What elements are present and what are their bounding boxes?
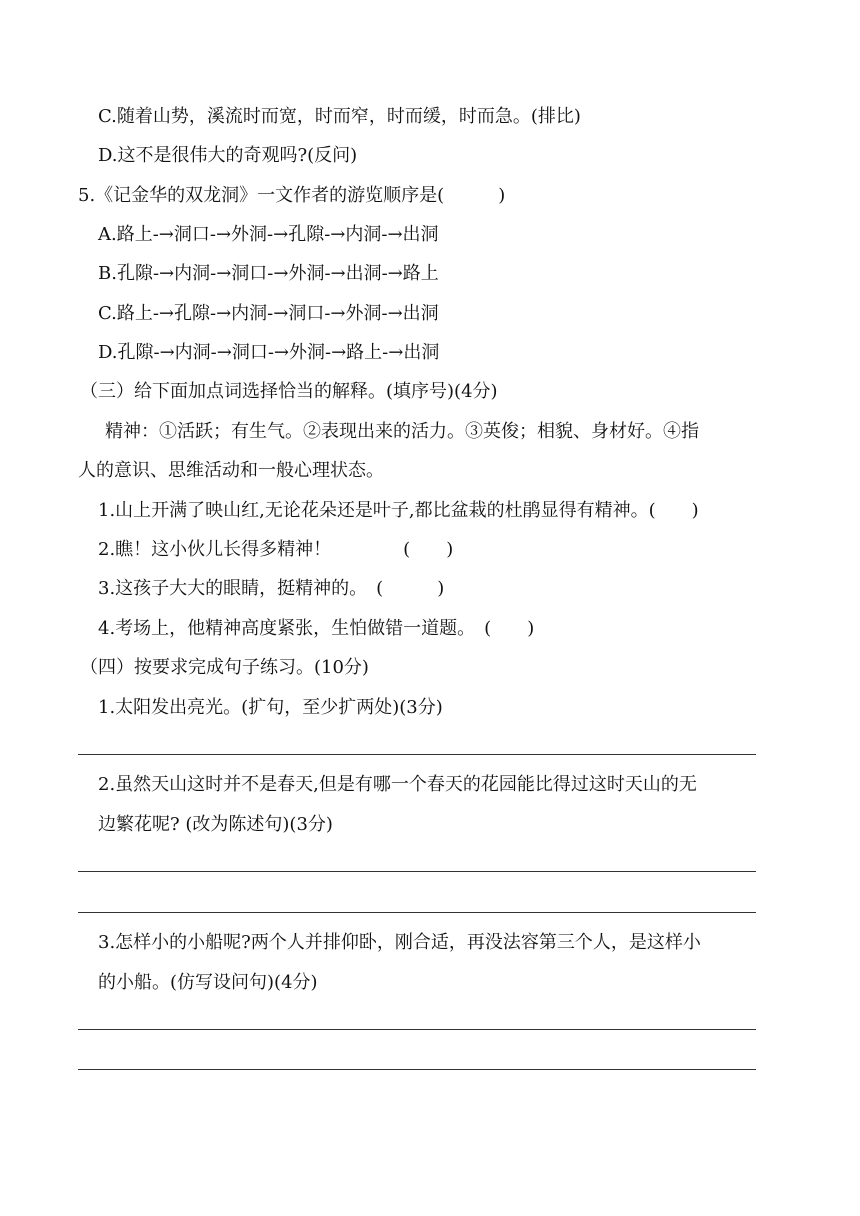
q5-stem: 5.《记金华的双龙洞》一文作者的游览顺序是( ): [78, 185, 506, 206]
answer-line-q3-b[interactable]: [78, 1069, 756, 1070]
q5-option-c: C.路上-→孔隙-→内洞-→洞口-→外洞-→出洞: [98, 303, 439, 324]
s4-q3-line2: 的小船。(仿写设问句)(4分): [98, 972, 318, 993]
answer-line-q2-b[interactable]: [78, 912, 756, 913]
s3-item-4: 4.考场上，他精神高度紧张，生怕做错一道题。 ( ): [98, 618, 535, 639]
s3-item-3: 3.这孩子大大的眼睛，挺精神的。 ( ): [98, 578, 445, 599]
q4-option-c: C.随着山势，溪流时而宽，时而窄，时而缓，时而急。(排比): [98, 106, 581, 127]
answer-line-q3-a[interactable]: [78, 1029, 756, 1030]
s3-item-1: 1.山上开满了映山红,无论花朵还是叶子,都比盆栽的杜鹃显得有精神。( ): [98, 500, 699, 521]
definition-line-2: 人的意识、思维活动和一般心理状态。: [78, 460, 384, 481]
section4-heading: （四）按要求完成句子练习。(10分): [80, 657, 369, 678]
q4-option-d: D.这不是很伟大的奇观吗?(反问): [98, 145, 358, 166]
answer-line-q2-a[interactable]: [78, 871, 756, 872]
q5-option-d: D.孔隙-→内洞-→洞口-→外洞-→路上-→出洞: [98, 342, 440, 363]
s3-item-2: 2.瞧！这小伙儿长得多精神！ ( ): [98, 539, 454, 560]
s4-q2-line1: 2.虽然天山这时并不是春天,但是有哪一个春天的花园能比得过这时天山的无: [98, 774, 697, 795]
answer-line-q1[interactable]: [78, 754, 756, 755]
q5-option-b: B.孔隙-→内洞-→洞口-→外洞-→出洞-→路上: [98, 263, 439, 284]
s4-q3-line1: 3.怎样小的小船呢?两个人并排仰卧，刚合适，再没法容第三个人，是这样小: [98, 932, 701, 953]
definition-line-1: 精神：①活跃；有生气。②表现出来的活力。③英俊；相貌、身材好。④指: [105, 421, 699, 442]
s4-q1: 1.太阳发出亮光。(扩句，至少扩两处)(3分): [98, 697, 443, 718]
q5-option-a: A.路上-→洞口-→外洞-→孔隙-→内洞-→出洞: [98, 224, 439, 245]
section3-heading: （三）给下面加点词选择恰当的解释。(填序号)(4分): [80, 381, 498, 402]
s4-q2-line2: 边繁花呢? (改为陈述句)(3分): [98, 814, 333, 835]
